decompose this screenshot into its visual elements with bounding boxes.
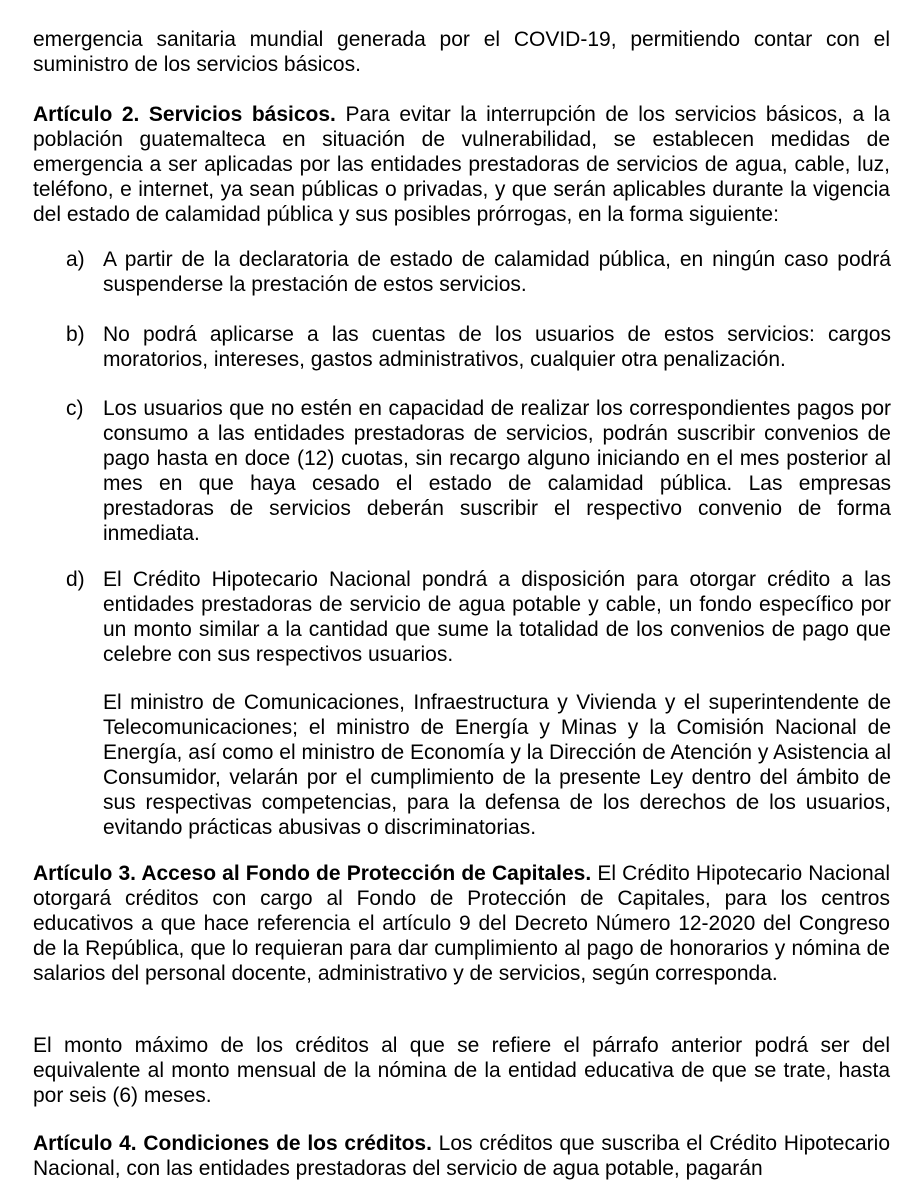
list-marker-b: b): [66, 323, 85, 346]
list-text-d: El Crédito Hipotecario Nacional pondrá a disposición para otorgar crédito a las entidades prestadoras de servicio de agua potable y cable, un fondo específico por un monto similar a la cantidad que sume la totalidad de los convenios de pago que celebre con sus respectivos usuarios.: [103, 568, 891, 666]
article-4-heading: Artículo 4. Condiciones de los créditos.: [33, 1132, 432, 1155]
list-item-c: [66, 396, 891, 546]
list-marker-d: d): [66, 568, 85, 591]
article-2-text: Para evitar la interrupción de los servicios básicos, a la población guatemalteca en situación de vulnerabilidad, se establecen medidas de emergencia a ser aplicadas por las entidades prestadoras de servicios de agua, cable, luz, teléfono, e internet, ya sean públicas o privadas, y que serán aplicables durante la vigencia del estado de calamidad pública y sus posibles prórrogas, en la forma siguiente:: [33, 103, 890, 226]
paragraph-intro: emergencia sanitaria mundial generada por el COVID-19, permitiendo contar con el suministro de los servicios básicos.: [33, 28, 890, 76]
article-2-paragraph: [33, 102, 890, 227]
article-3-paragraph: [33, 861, 890, 986]
list-marker-a: a): [66, 248, 85, 271]
item-d-continuation: El ministro de Comunicaciones, Infraestructura y Vivienda y el superintendente de Telecomunicaciones; el ministro de Energía y Minas y la Comisión Nacional de Energía, así como el ministro de Economía y la Dirección de Atención y Asistencia al Consumidor, velarán por el cumplimiento de la presente Ley dentro del ámbito de sus respectivas competencias, para la defensa de los derechos de los usuarios, evitando prácticas abusivas o discriminatorias.: [103, 691, 891, 839]
article-3-heading: Artículo 3. Acceso al Fondo de Protección de Capitales.: [33, 862, 592, 885]
article-3-text: El Crédito Hipotecario Nacional otorgará créditos con cargo al Fondo de Protección de Capitales, para los centros educativos a que hace referencia el artículo 9 del Decreto Número 12-2020 del Congreso de la República, que lo requieran para dar cumplimiento al pago de honorarios y nómina de salarios del personal docente, administrativo y de servicios, según corresponda.: [33, 862, 890, 985]
list-text-b: No podrá aplicarse a las cuentas de los usuarios de estos servicios: cargos moratorios, intereses, gastos administrativos, cualquier otra penalización.: [103, 323, 891, 371]
list-item-b: [66, 322, 891, 372]
article-4-text: Los créditos que suscriba el Crédito Hipotecario Nacional, con las entidades prestadoras del servicio de agua potable, pagarán: [33, 1132, 890, 1180]
list-marker-c: c): [66, 397, 84, 420]
list-text-c: Los usuarios que no estén en capacidad de realizar los correspondientes pagos por consumo a las entidades prestadoras de servicios, podrán suscribir convenios de pago hasta en doce (12) cuotas, sin recargo alguno iniciando en el mes posterior al mes en que haya cesado el estado de calamidad pública. Las empresas prestadoras de servicios deberán suscribir el respectivo convenio de forma inmediata.: [103, 397, 891, 545]
list-item-a: [66, 247, 891, 297]
article-2-heading: Artículo 2. Servicios básicos.: [33, 103, 336, 126]
article-4-paragraph: [33, 1131, 890, 1181]
list-text-a: A partir de la declaratoria de estado de calamidad pública, en ningún caso podrá suspenderse la prestación de estos servicios.: [103, 248, 891, 296]
article-3-paragraph-2: El monto máximo de los créditos al que se refiere el párrafo anterior podrá ser del equivalente al monto mensual de la nómina de la entidad educativa de que se trate, hasta por seis (6) meses.: [33, 1034, 890, 1107]
list-item-d: [66, 567, 891, 667]
